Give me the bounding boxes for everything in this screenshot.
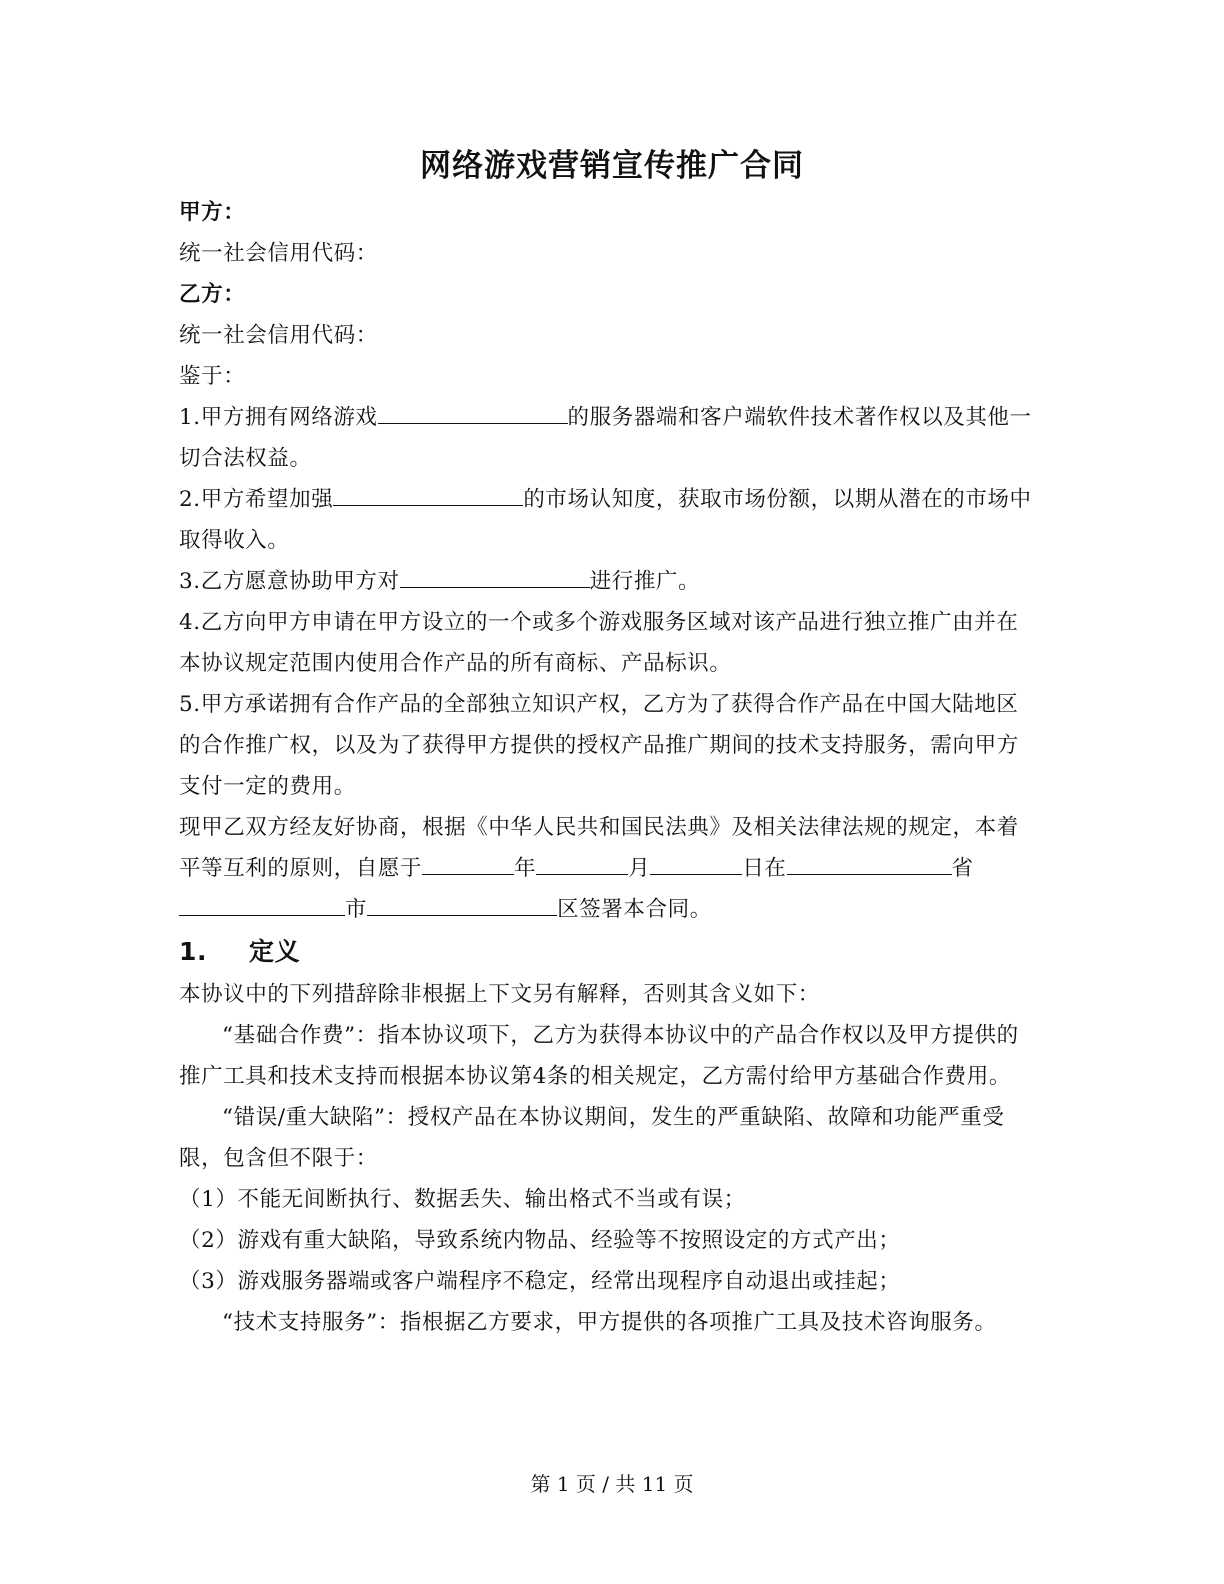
- blank-field: [650, 852, 742, 875]
- section-1-heading: [179, 930, 1037, 974]
- section-title: 定义: [249, 937, 301, 966]
- section-number: 1.: [179, 937, 208, 966]
- whereas-item-5: 5.甲方承诺拥有合作产品的全部独立知识产权，乙方为了获得合作产品在中国大陆地区的合作推广权，以及为了获得甲方提供的授权产品推广期间的技术支持服务，需向甲方支付一定的费用。: [179, 692, 1019, 799]
- blank-field: [536, 852, 628, 875]
- document-title: 网络游戏营销宣传推广合同: [420, 148, 804, 184]
- blank-field: [400, 565, 590, 588]
- blank-field: [333, 483, 523, 506]
- blank-field: [378, 401, 568, 424]
- page-number: 第 1 页 / 共 11 页: [530, 1472, 694, 1496]
- party-a-credit-code: 统一社会信用代码：: [179, 241, 378, 266]
- whereas-item-1: 1.甲方拥有网络游戏 的服务器端和客户端软件技术著作权以及其他一切合法权益。: [179, 397, 1037, 479]
- party-b-label: 乙方：: [179, 282, 246, 307]
- document-body: [179, 192, 1037, 1343]
- whereas-item-2: 2.甲方希望加强 的市场认知度，获取市场份额，以期从潜在的市场中取得收入。: [179, 479, 1037, 561]
- definition-base-fee: “基础合作费”：指本协议项下，乙方为获得本协议中的产品合作权以及甲方提供的推广工具和技术支持而根据本协议第4条的相关规定，乙方需付给甲方基础合作费用。: [179, 1023, 1019, 1089]
- whereas-heading: 鉴于：: [179, 364, 246, 389]
- party-a-label: 甲方：: [179, 200, 246, 225]
- blank-field: [787, 852, 952, 875]
- defect-list-item: （1）不能无间断执行、数据丢失、输出格式不当或有误；: [179, 1187, 746, 1212]
- defect-list-item: （3）游戏服务器端或客户端程序不稳定，经常出现程序自动退出或挂起；: [179, 1269, 901, 1294]
- party-b-credit-code: 统一社会信用代码：: [179, 323, 378, 348]
- whereas-item-4: 4.乙方向甲方申请在甲方设立的一个或多个游戏服务区域对该产品进行独立推广由并在本协议规定范围内使用合作产品的所有商标、产品标识。: [179, 610, 1019, 676]
- blank-field: [367, 893, 557, 916]
- agreement-paragraph: 现甲乙双方经友好协商，根据《中华人民共和国民法典》及相关法律法规的规定，本着平等互利的原则，自愿于 年 月 日在 省市 区签署本合同。: [179, 815, 1019, 922]
- blank-field: [179, 893, 345, 916]
- definition-defect: “错误/重大缺陷”：授权产品在本协议期间，发生的严重缺陷、故障和功能严重受限，包含但不限于：: [179, 1105, 1005, 1171]
- whereas-item-3: 3.乙方愿意协助甲方对 进行推广。: [179, 561, 1037, 602]
- definition-intro: 本协议中的下列措辞除非根据上下文另有解释，否则其含义如下：: [179, 982, 820, 1007]
- defect-list-item: （2）游戏有重大缺陷，导致系统内物品、经验等不按照设定的方式产出；: [179, 1228, 901, 1253]
- blank-field: [422, 852, 514, 875]
- definition-tech-support: “技术支持服务”：指根据乙方要求，甲方提供的各项推广工具及技术咨询服务。: [222, 1310, 997, 1335]
